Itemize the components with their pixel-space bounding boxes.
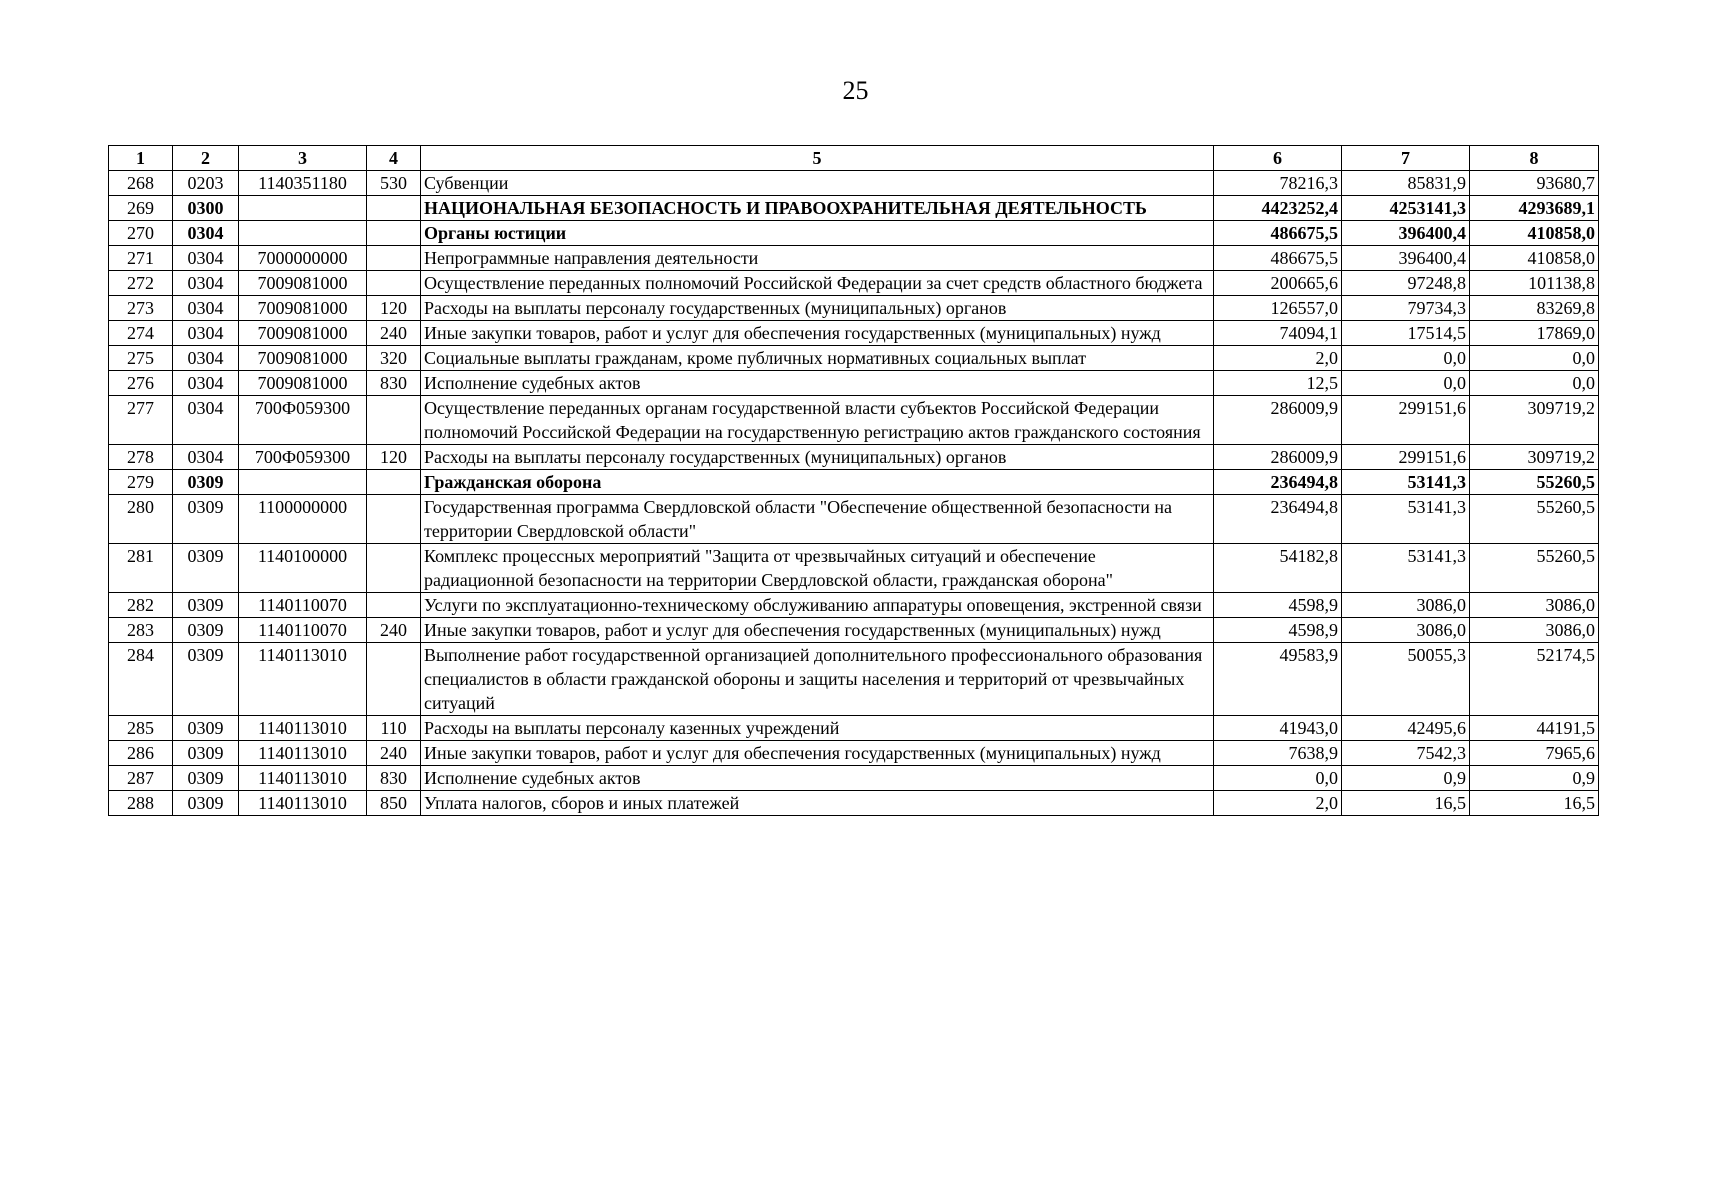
table-row: [109, 544, 1599, 593]
expense-type-code: 830: [367, 766, 421, 791]
row-number: 288: [109, 791, 173, 816]
row-description: Комплекс процессных мероприятий "Защита от чрезвычайных ситуаций и обеспечение радиационной безопасности на территории Свердловской области, гражданская оборона": [421, 544, 1214, 593]
value-col-7: 17514,5: [1342, 321, 1470, 346]
row-description: Расходы на выплаты персоналу государственных (муниципальных) органов: [421, 445, 1214, 470]
expense-type-code: 530: [367, 171, 421, 196]
value-col-8: 44191,5: [1470, 716, 1599, 741]
table-row: [109, 246, 1599, 271]
column-header: 4: [367, 146, 421, 171]
table-row: [109, 371, 1599, 396]
value-col-8: 309719,2: [1470, 445, 1599, 470]
target-article-code: 1140113010: [239, 716, 367, 741]
section-code: 0304: [173, 445, 239, 470]
value-col-6: 236494,8: [1214, 495, 1342, 544]
row-number: 271: [109, 246, 173, 271]
row-number: 274: [109, 321, 173, 346]
value-col-7: 3086,0: [1342, 618, 1470, 643]
value-col-6: 126557,0: [1214, 296, 1342, 321]
target-article-code: [239, 221, 367, 246]
value-col-8: 3086,0: [1470, 593, 1599, 618]
row-number: 270: [109, 221, 173, 246]
value-col-8: 55260,5: [1470, 544, 1599, 593]
column-header: 5: [421, 146, 1214, 171]
section-code: 0304: [173, 271, 239, 296]
value-col-8: 55260,5: [1470, 495, 1599, 544]
expense-type-code: 120: [367, 445, 421, 470]
row-description: Услуги по эксплуатационно-техническому обслуживанию аппаратуры оповещения, экстренной связи: [421, 593, 1214, 618]
section-code: 0309: [173, 618, 239, 643]
row-description: Расходы на выплаты персоналу государственных (муниципальных) органов: [421, 296, 1214, 321]
column-header: 2: [173, 146, 239, 171]
section-code: 0304: [173, 396, 239, 445]
value-col-6: 74094,1: [1214, 321, 1342, 346]
column-header: 3: [239, 146, 367, 171]
table-row: [109, 766, 1599, 791]
row-number: 280: [109, 495, 173, 544]
table-row: [109, 445, 1599, 470]
value-col-7: 85831,9: [1342, 171, 1470, 196]
value-col-7: 4253141,3: [1342, 196, 1470, 221]
value-col-8: 93680,7: [1470, 171, 1599, 196]
row-description: Выполнение работ государственной организацией дополнительного профессионального образования специалистов в области гражданской обороны и защиты населения и территорий от чрезвычайных ситуаций: [421, 643, 1214, 716]
value-col-7: 79734,3: [1342, 296, 1470, 321]
row-description: НАЦИОНАЛЬНАЯ БЕЗОПАСНОСТЬ И ПРАВООХРАНИТЕЛЬНАЯ ДЕЯТЕЛЬНОСТЬ: [421, 196, 1214, 221]
row-description: Иные закупки товаров, работ и услуг для обеспечения государственных (муниципальных) нужд: [421, 321, 1214, 346]
expense-type-code: [367, 246, 421, 271]
target-article-code: 1140113010: [239, 643, 367, 716]
value-col-8: 0,9: [1470, 766, 1599, 791]
expense-type-code: 110: [367, 716, 421, 741]
value-col-6: 200665,6: [1214, 271, 1342, 296]
table-row: [109, 346, 1599, 371]
value-col-7: 53141,3: [1342, 470, 1470, 495]
expense-type-code: 240: [367, 741, 421, 766]
row-number: 283: [109, 618, 173, 643]
row-description: Социальные выплаты гражданам, кроме публичных нормативных социальных выплат: [421, 346, 1214, 371]
table-row: [109, 716, 1599, 741]
target-article-code: 1140113010: [239, 791, 367, 816]
column-header: 1: [109, 146, 173, 171]
column-header: 8: [1470, 146, 1599, 171]
table-row: [109, 643, 1599, 716]
value-col-6: 2,0: [1214, 791, 1342, 816]
expense-type-code: [367, 470, 421, 495]
row-number: 268: [109, 171, 173, 196]
value-col-6: 2,0: [1214, 346, 1342, 371]
value-col-6: 49583,9: [1214, 643, 1342, 716]
row-description: Осуществление переданных полномочий Российской Федерации за счет средств областного бюджета: [421, 271, 1214, 296]
row-number: 285: [109, 716, 173, 741]
row-number: 279: [109, 470, 173, 495]
table-header-row: [109, 146, 1599, 171]
row-description: Государственная программа Свердловской области "Обеспечение общественной безопасности на территории Свердловской области": [421, 495, 1214, 544]
row-description: Иные закупки товаров, работ и услуг для обеспечения государственных (муниципальных) нужд: [421, 741, 1214, 766]
table-row: [109, 396, 1599, 445]
value-col-7: 299151,6: [1342, 445, 1470, 470]
section-code: 0304: [173, 221, 239, 246]
target-article-code: 1140351180: [239, 171, 367, 196]
section-code: 0304: [173, 246, 239, 271]
table-row: [109, 321, 1599, 346]
table-row: [109, 171, 1599, 196]
value-col-7: 50055,3: [1342, 643, 1470, 716]
value-col-8: 7965,6: [1470, 741, 1599, 766]
section-code: 0309: [173, 495, 239, 544]
target-article-code: 1140100000: [239, 544, 367, 593]
section-code: 0304: [173, 371, 239, 396]
value-col-8: 410858,0: [1470, 221, 1599, 246]
expense-type-code: 830: [367, 371, 421, 396]
section-code: 0304: [173, 296, 239, 321]
section-code: 0309: [173, 470, 239, 495]
section-code: 0309: [173, 593, 239, 618]
value-col-6: 286009,9: [1214, 396, 1342, 445]
expense-type-code: [367, 495, 421, 544]
value-col-8: 4293689,1: [1470, 196, 1599, 221]
expense-type-code: 120: [367, 296, 421, 321]
value-col-6: 486675,5: [1214, 221, 1342, 246]
row-description: Уплата налогов, сборов и иных платежей: [421, 791, 1214, 816]
section-code: 0304: [173, 321, 239, 346]
section-code: 0203: [173, 171, 239, 196]
expense-type-code: 320: [367, 346, 421, 371]
value-col-7: 3086,0: [1342, 593, 1470, 618]
section-code: 0309: [173, 766, 239, 791]
column-header: 7: [1342, 146, 1470, 171]
value-col-8: 83269,8: [1470, 296, 1599, 321]
table-row: [109, 791, 1599, 816]
value-col-6: 286009,9: [1214, 445, 1342, 470]
row-description: Расходы на выплаты персоналу казенных учреждений: [421, 716, 1214, 741]
table-row: [109, 271, 1599, 296]
section-code: 0304: [173, 346, 239, 371]
expense-type-code: 850: [367, 791, 421, 816]
value-col-7: 0,0: [1342, 371, 1470, 396]
target-article-code: 1140110070: [239, 618, 367, 643]
value-col-8: 309719,2: [1470, 396, 1599, 445]
column-header: 6: [1214, 146, 1342, 171]
budget-table: [108, 145, 1599, 816]
page-number: 25: [842, 76, 869, 105]
expense-type-code: [367, 396, 421, 445]
value-col-7: 53141,3: [1342, 495, 1470, 544]
value-col-7: 53141,3: [1342, 544, 1470, 593]
row-number: 272: [109, 271, 173, 296]
table-row: [109, 495, 1599, 544]
row-number: 269: [109, 196, 173, 221]
value-col-8: 16,5: [1470, 791, 1599, 816]
table-row: [109, 618, 1599, 643]
expense-type-code: [367, 221, 421, 246]
section-code: 0300: [173, 196, 239, 221]
table-row: [109, 470, 1599, 495]
target-article-code: 700Ф059300: [239, 445, 367, 470]
row-description: Непрограммные направления деятельности: [421, 246, 1214, 271]
value-col-6: 236494,8: [1214, 470, 1342, 495]
row-number: 276: [109, 371, 173, 396]
table-row: [109, 296, 1599, 321]
target-article-code: 7009081000: [239, 371, 367, 396]
row-description: Субвенции: [421, 171, 1214, 196]
value-col-7: 299151,6: [1342, 396, 1470, 445]
row-number: 273: [109, 296, 173, 321]
target-article-code: 700Ф059300: [239, 396, 367, 445]
section-code: 0309: [173, 741, 239, 766]
value-col-8: 0,0: [1470, 346, 1599, 371]
value-col-6: 41943,0: [1214, 716, 1342, 741]
row-number: 281: [109, 544, 173, 593]
row-description: Органы юстиции: [421, 221, 1214, 246]
row-number: 284: [109, 643, 173, 716]
expense-type-code: [367, 593, 421, 618]
value-col-7: 0,0: [1342, 346, 1470, 371]
target-article-code: [239, 470, 367, 495]
value-col-6: 12,5: [1214, 371, 1342, 396]
section-code: 0309: [173, 544, 239, 593]
value-col-6: 54182,8: [1214, 544, 1342, 593]
value-col-7: 396400,4: [1342, 246, 1470, 271]
value-col-8: 3086,0: [1470, 618, 1599, 643]
value-col-7: 97248,8: [1342, 271, 1470, 296]
value-col-8: 55260,5: [1470, 470, 1599, 495]
table-row: [109, 593, 1599, 618]
value-col-6: 486675,5: [1214, 246, 1342, 271]
target-article-code: 1100000000: [239, 495, 367, 544]
target-article-code: 7009081000: [239, 321, 367, 346]
table-row: [109, 221, 1599, 246]
expense-type-code: [367, 196, 421, 221]
row-description: Иные закупки товаров, работ и услуг для обеспечения государственных (муниципальных) нужд: [421, 618, 1214, 643]
value-col-6: 0,0: [1214, 766, 1342, 791]
value-col-7: 7542,3: [1342, 741, 1470, 766]
value-col-7: 0,9: [1342, 766, 1470, 791]
target-article-code: 7000000000: [239, 246, 367, 271]
expense-type-code: 240: [367, 618, 421, 643]
value-col-8: 0,0: [1470, 371, 1599, 396]
value-col-8: 17869,0: [1470, 321, 1599, 346]
value-col-6: 78216,3: [1214, 171, 1342, 196]
row-description: Гражданская оборона: [421, 470, 1214, 495]
expense-type-code: [367, 544, 421, 593]
expense-type-code: [367, 643, 421, 716]
expense-type-code: [367, 271, 421, 296]
target-article-code: 1140113010: [239, 766, 367, 791]
row-number: 277: [109, 396, 173, 445]
section-code: 0309: [173, 643, 239, 716]
section-code: 0309: [173, 716, 239, 741]
section-code: 0309: [173, 791, 239, 816]
table-row: [109, 741, 1599, 766]
target-article-code: 7009081000: [239, 346, 367, 371]
value-col-7: 16,5: [1342, 791, 1470, 816]
row-description: Исполнение судебных актов: [421, 766, 1214, 791]
table-body: [109, 171, 1599, 816]
target-article-code: 7009081000: [239, 296, 367, 321]
expense-type-code: 240: [367, 321, 421, 346]
value-col-7: 396400,4: [1342, 221, 1470, 246]
value-col-7: 42495,6: [1342, 716, 1470, 741]
value-col-8: 101138,8: [1470, 271, 1599, 296]
row-description: Осуществление переданных органам государственной власти субъектов Российской Федерации полномочий Российской Федерации на государственную регистрацию актов гражданского состояния: [421, 396, 1214, 445]
target-article-code: 1140110070: [239, 593, 367, 618]
row-number: 286: [109, 741, 173, 766]
value-col-6: 4598,9: [1214, 618, 1342, 643]
value-col-8: 410858,0: [1470, 246, 1599, 271]
target-article-code: 7009081000: [239, 271, 367, 296]
value-col-6: 7638,9: [1214, 741, 1342, 766]
value-col-8: 52174,5: [1470, 643, 1599, 716]
row-number: 278: [109, 445, 173, 470]
row-number: 287: [109, 766, 173, 791]
value-col-6: 4598,9: [1214, 593, 1342, 618]
target-article-code: [239, 196, 367, 221]
value-col-6: 4423252,4: [1214, 196, 1342, 221]
row-number: 282: [109, 593, 173, 618]
table-row: [109, 196, 1599, 221]
row-description: Исполнение судебных актов: [421, 371, 1214, 396]
target-article-code: 1140113010: [239, 741, 367, 766]
row-number: 275: [109, 346, 173, 371]
